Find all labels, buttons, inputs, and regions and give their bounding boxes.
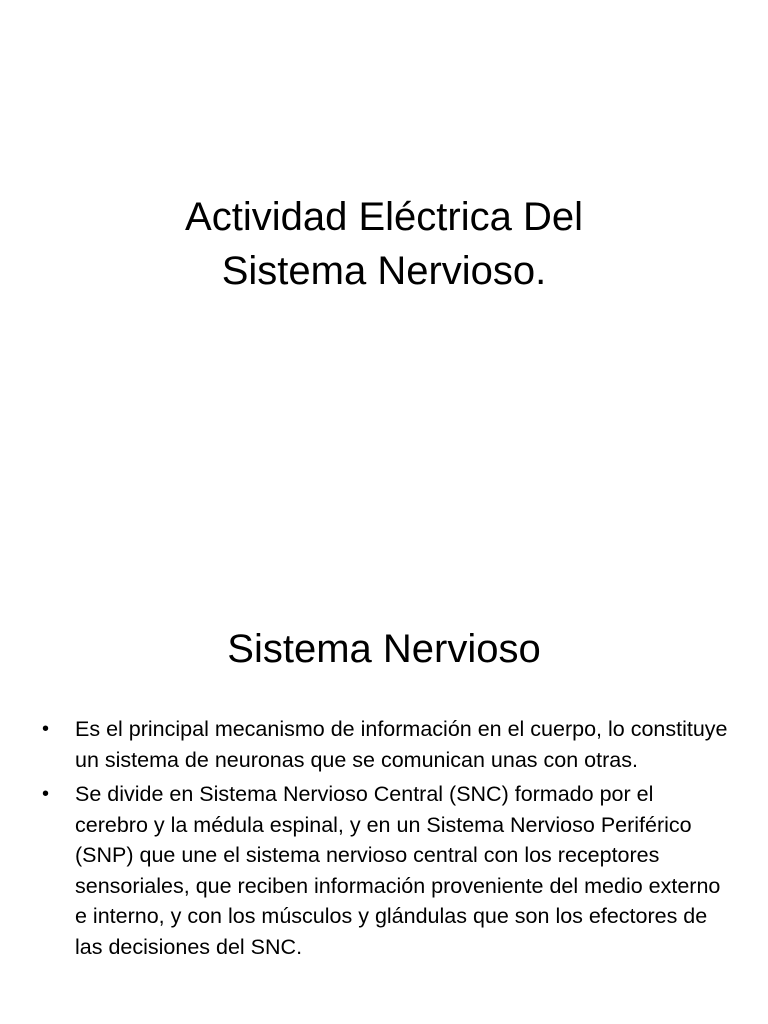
slide-sistema-nervioso: [0, 512, 768, 1024]
bullet-text-1: Es el principal mecanismo de información en el cuerpo, lo constituye un sistema de neuronas que se comunican unas con otras.: [75, 717, 728, 772]
slide-1-title-line-1: Actividad Eléctrica Del: [185, 195, 583, 239]
bullet-item-1: [40, 714, 730, 775]
slide-1-title: [0, 190, 768, 298]
bullet-text-2: Se divide en Sistema Nervioso Central (SNC) formado por el cerebro y la médula espinal, y en un Sistema Nervioso Periférico (SNP) que une el sistema nervioso central con los receptores sensoriales, que reciben información proveniente del medio externo e interno, y con los músculos y glándulas que son los efectores de las decisiones del SNC.: [75, 782, 721, 959]
bullet-marker: •: [42, 718, 50, 740]
bullet-item-2: [40, 779, 730, 962]
slide-2-title: Sistema Nervioso: [227, 627, 541, 671]
slide-1-title-line-2: Sistema Nervioso.: [221, 249, 547, 293]
bullet-marker: •: [42, 783, 50, 805]
bullet-list: [40, 714, 730, 966]
